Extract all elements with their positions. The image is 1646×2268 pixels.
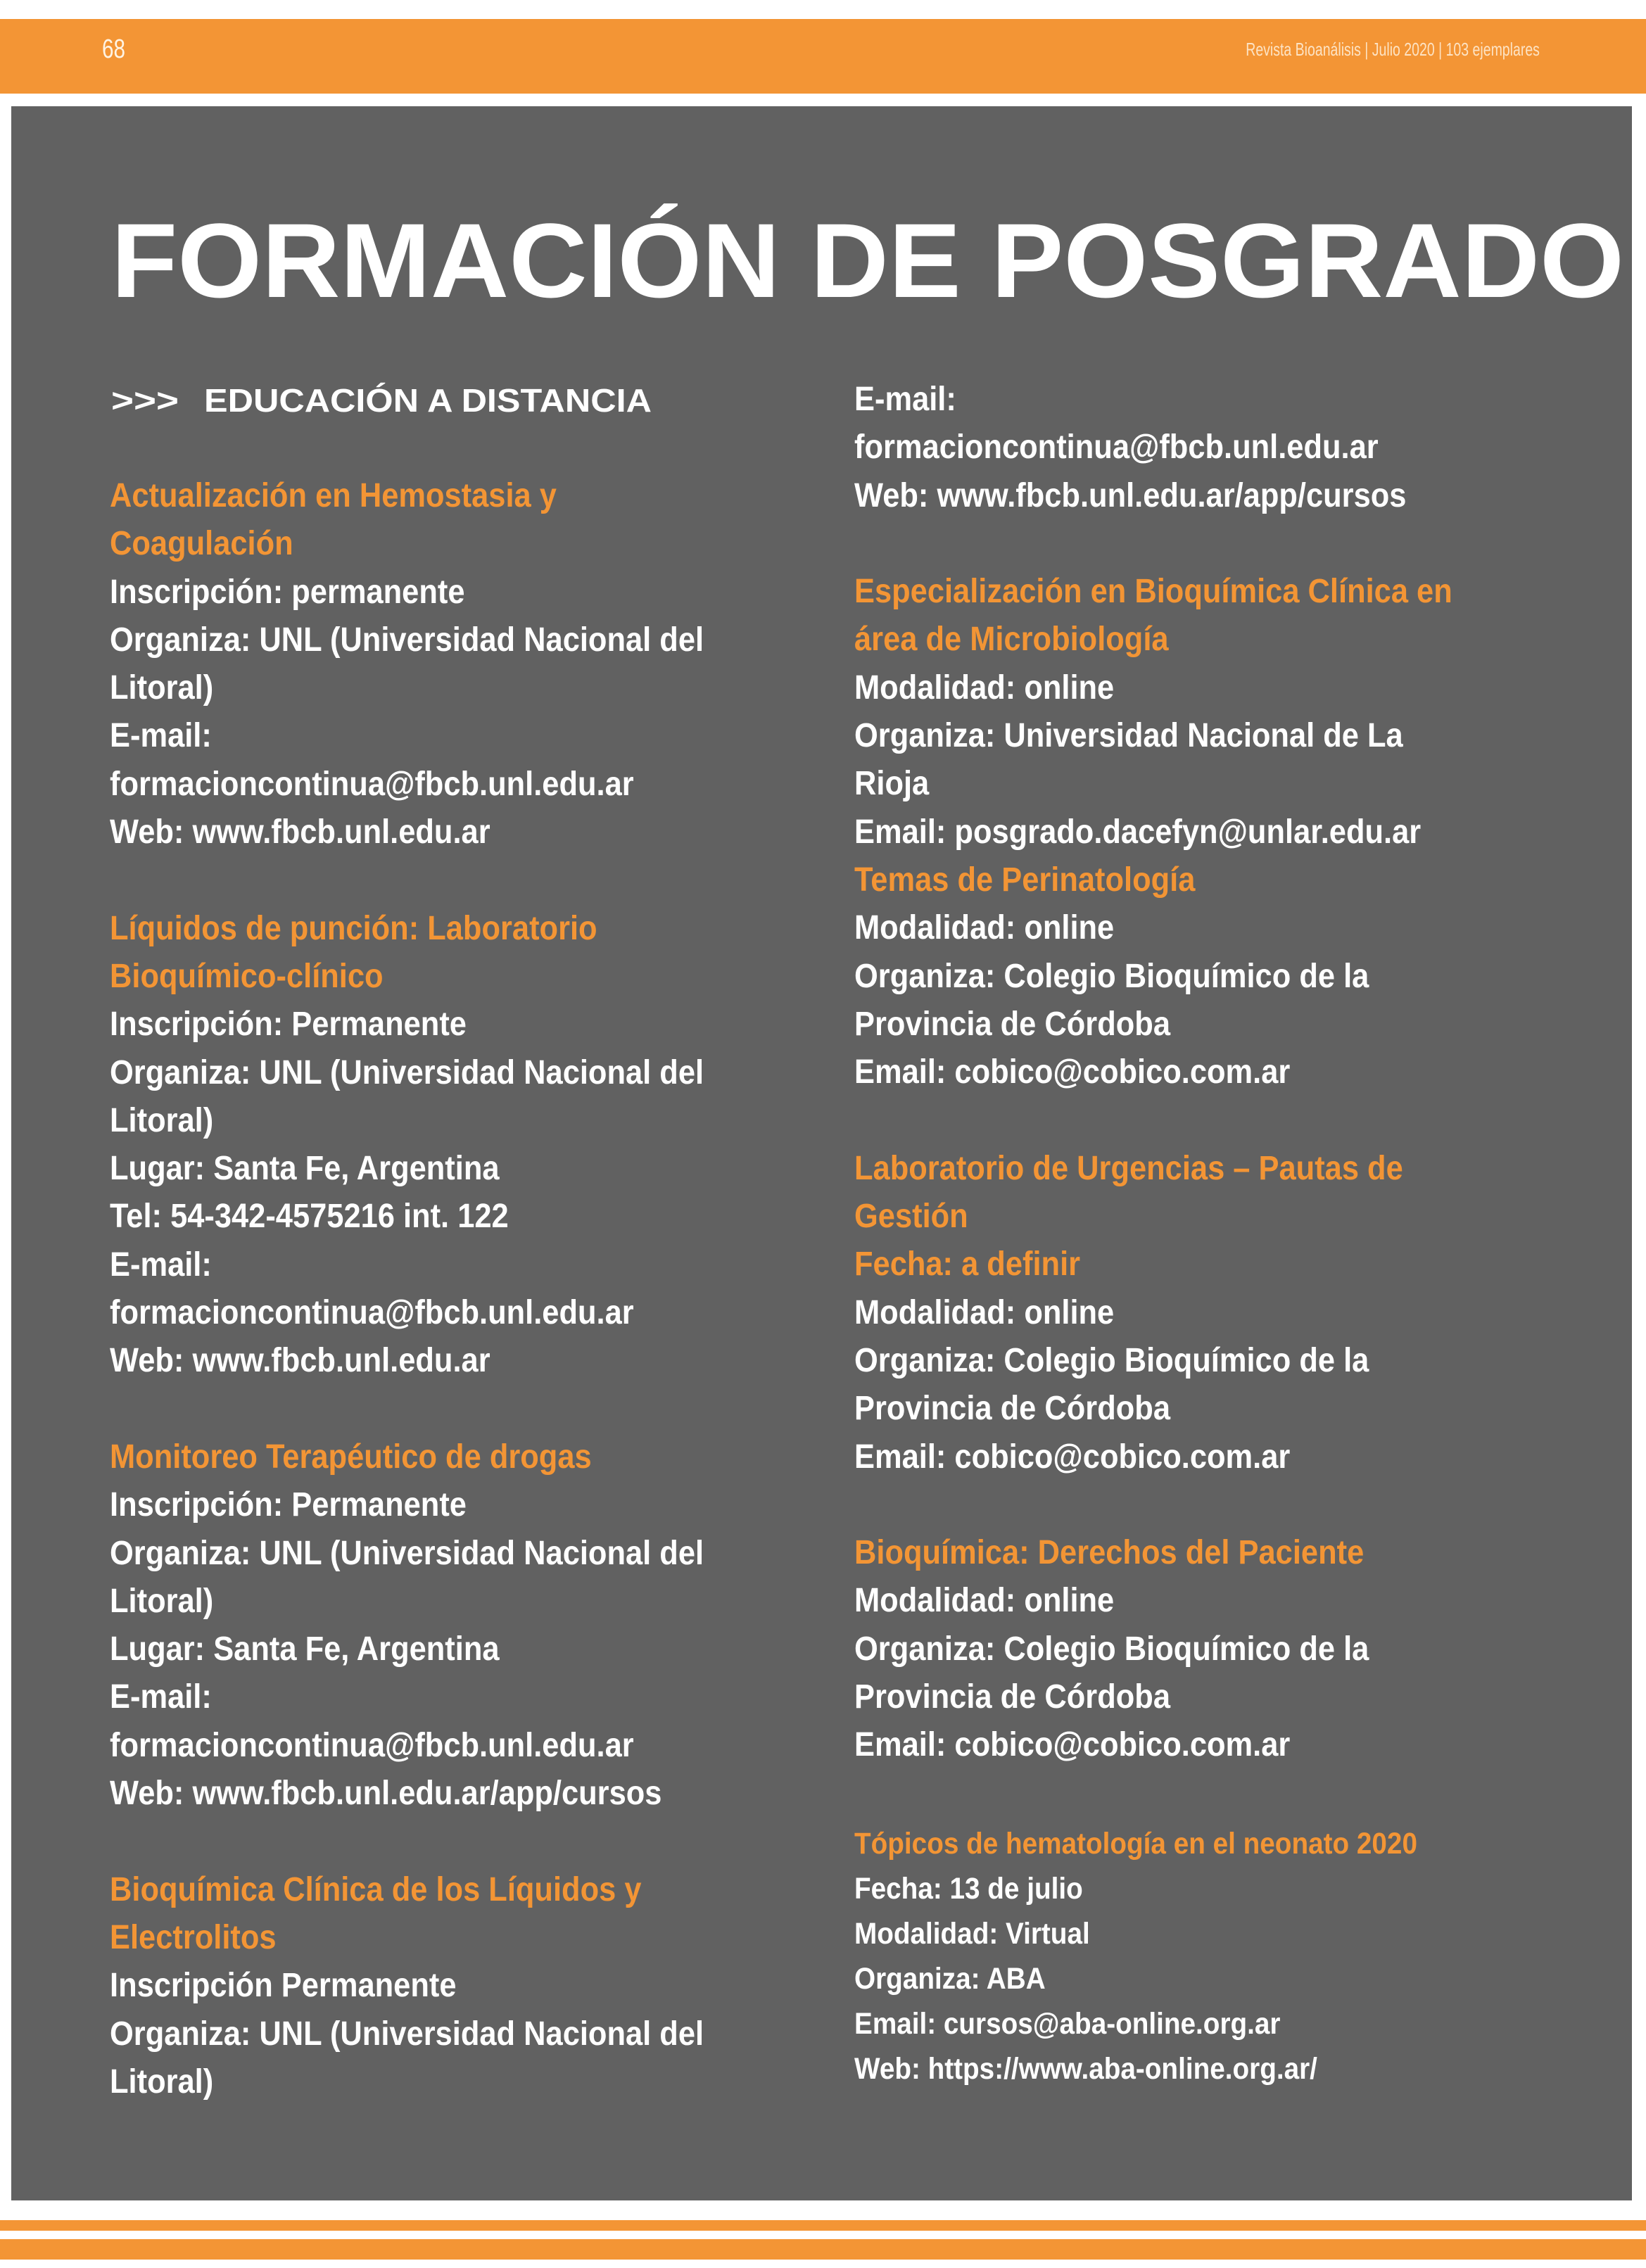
course-detail-line: Modalidad: Virtual (854, 1917, 1090, 1951)
course-detail-line: Web: www.fbcb.unl.edu.ar/app/cursos (854, 476, 1407, 514)
course-detail-line: Modalidad: online (854, 669, 1115, 707)
course-detail-line: Modalidad: online (854, 909, 1115, 947)
course-detail-line: Email: cursos@aba-online.org.ar (854, 2007, 1281, 2041)
course-detail-line: E-mail: (110, 1678, 212, 1716)
course-detail-line: formacioncontinua@fbcb.unl.edu.ar (110, 1726, 634, 1764)
course-detail-line: formacioncontinua@fbcb.unl.edu.ar (854, 429, 1379, 467)
course-detail-line: formacioncontinua@fbcb.unl.edu.ar (110, 765, 634, 803)
course-detail-line: Tel: 54-342-4575216 int. 122 (110, 1198, 509, 1236)
course-detail-line: Inscripción: Permanente (110, 1486, 467, 1524)
course-detail-line: Litoral) (110, 1582, 214, 1620)
footer-stripe-thick (0, 2239, 1646, 2260)
course-detail-line: Inscripción: Permanente (110, 1006, 467, 1044)
section-marker-icon: >>> (111, 382, 179, 419)
course-detail-line: Litoral) (110, 669, 214, 707)
course-detail-line: Organiza: ABA (854, 1962, 1046, 1996)
course-detail-line: Web: www.fbcb.unl.edu.ar (110, 1342, 490, 1380)
course-detail-line: Rioja (854, 765, 930, 803)
course-title-line: Bioquímico-clínico (110, 957, 384, 995)
section-heading: EDUCACIÓN A DISTANCIA (204, 382, 652, 419)
course-detail-line: Organiza: UNL (Universidad Nacional del (110, 1053, 704, 1091)
course-title-line: Coagulación (110, 525, 293, 563)
course-detail-line: E-mail: (110, 1246, 212, 1284)
left-column (110, 472, 842, 2106)
course-detail-line: Email: cobico@cobico.com.ar (854, 1053, 1291, 1091)
course-detail-line: E-mail: (110, 717, 212, 755)
course-detail-line: Web: https://www.aba-online.org.ar/ (854, 2052, 1317, 2086)
course-detail-line: Litoral) (110, 1101, 214, 1139)
course-title-line: Tópicos de hematología en el neonato 2020 (854, 1827, 1417, 1861)
course-detail-line: Provincia de Córdoba (854, 1678, 1170, 1716)
course-detail-line: Modalidad: online (854, 1293, 1115, 1331)
course-detail-line: E-mail: (854, 381, 956, 418)
course-title-line: área de Microbiología (854, 621, 1169, 659)
page-title: FORMACIÓN DE POSGRADO (111, 201, 1624, 319)
course-title-line: Bioquímica Clínica de los Líquidos y (110, 1870, 642, 1908)
course-detail-line: Lugar: Santa Fe, Argentina (110, 1150, 500, 1188)
footer-stripe (0, 2220, 1646, 2231)
course-detail-line: Inscripción: permanente (110, 573, 465, 611)
spacer (110, 1386, 772, 1433)
course-detail-line: Organiza: UNL (Universidad Nacional del (110, 2015, 704, 2053)
course-detail-line: Modalidad: online (854, 1582, 1115, 1620)
course-title-line: Gestión (854, 1198, 968, 1236)
course-title-line: Laboratorio de Urgencias – Pautas de (854, 1149, 1403, 1187)
course-title-line: Monitoreo Terapéutico de drogas (110, 1438, 592, 1476)
course-title-line: Especialización en Bioquímica Clínica en (854, 573, 1452, 611)
course-detail-line: Email: cobico@cobico.com.ar (854, 1726, 1291, 1764)
course-detail-line: Provincia de Córdoba (854, 1390, 1170, 1428)
course-detail-line: Inscripción Permanente (110, 1967, 457, 2005)
course-title-line: Actualización en Hemostasia y (110, 477, 557, 514)
spacer (110, 856, 772, 904)
course-detail-line: Organiza: UNL (Universidad Nacional del (110, 1534, 704, 1572)
course-title-line: Electrolitos (110, 1918, 277, 1956)
running-head: Revista Bioanálisis | Julio 2020 | 103 ejemplares (1246, 39, 1540, 60)
course-detail-line: Lugar: Santa Fe, Argentina (110, 1630, 500, 1668)
course-detail-line: Organiza: Colegio Bioquímico de la (854, 1630, 1369, 1668)
spacer (854, 1481, 1517, 1529)
course-detail-line: formacioncontinua@fbcb.unl.edu.ar (110, 1294, 634, 1332)
right-column (854, 376, 1586, 1770)
course-detail-line: Email: cobico@cobico.com.ar (854, 1438, 1291, 1476)
course-detail-line: Litoral) (110, 2063, 214, 2101)
course-detail-line: Web: www.fbcb.unl.edu.ar (110, 813, 490, 851)
spacer (854, 520, 1517, 568)
course-title-line: Líquidos de punción: Laboratorio (110, 909, 597, 947)
last-entry (854, 1821, 1600, 2091)
course-title-line: Bioquímica: Derechos del Paciente (854, 1534, 1365, 1572)
course-detail-line: Web: www.fbcb.unl.edu.ar/app/cursos (110, 1775, 662, 1813)
course-detail-line: Email: posgrado.dacefyn@unlar.edu.ar (854, 813, 1422, 851)
spacer (110, 1818, 772, 1865)
course-detail-line: Organiza: UNL (Universidad Nacional del (110, 621, 704, 659)
course-detail-line: Provincia de Córdoba (854, 1005, 1170, 1043)
page-number: 68 (102, 34, 125, 64)
course-detail-line: Organiza: Universidad Nacional de La (854, 717, 1403, 755)
course-detail-line: Organiza: Colegio Bioquímico de la (854, 1341, 1369, 1379)
spacer (854, 1096, 1517, 1144)
course-detail-line: Organiza: Colegio Bioquímico de la (854, 957, 1369, 995)
course-title-line: Fecha: a definir (854, 1246, 1081, 1284)
course-detail-line: Fecha: 13 de julio (854, 1872, 1083, 1906)
course-title-line: Temas de Perinatología (854, 861, 1196, 899)
